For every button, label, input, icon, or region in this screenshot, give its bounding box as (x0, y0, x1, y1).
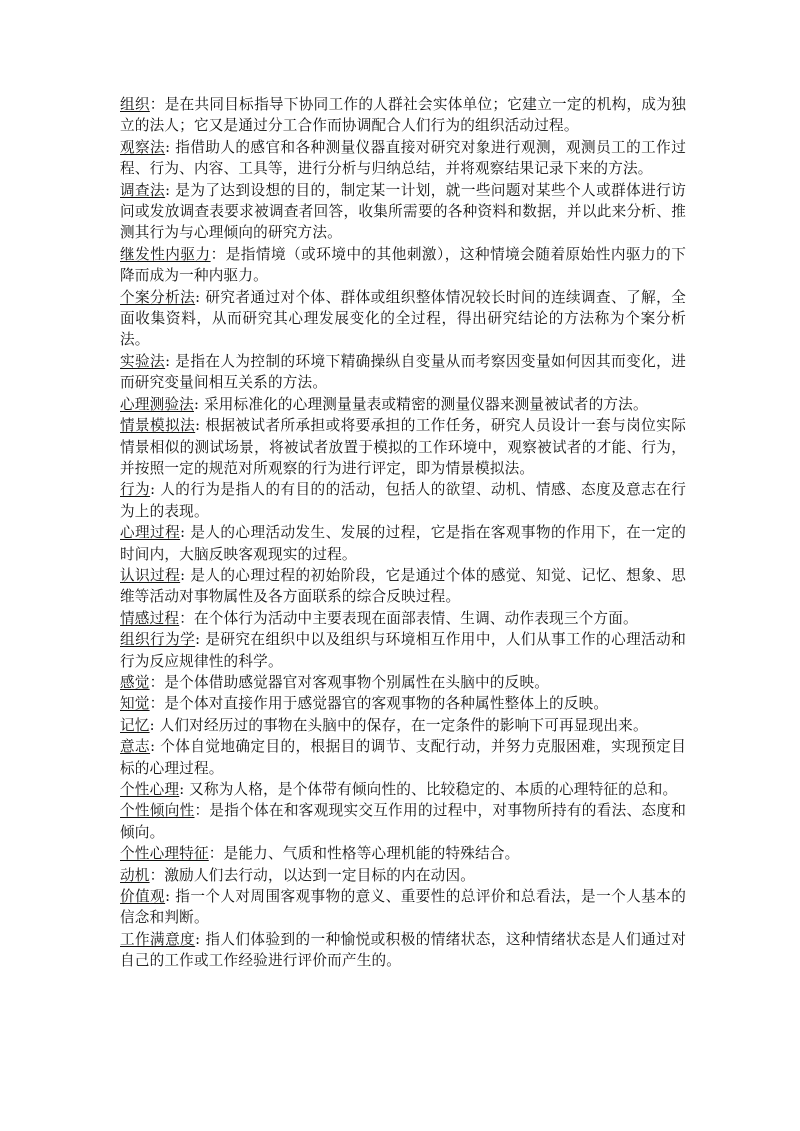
separator: : (180, 524, 191, 542)
term: 个案分析法 (120, 288, 196, 306)
entry-memory (120, 715, 686, 736)
term: 认识过程 (120, 566, 181, 584)
definition: 是能力、气质和性格等心理机能的特殊结合。 (223, 845, 520, 863)
separator: : (179, 781, 190, 798)
definition: 人们对经历过的事物在头脑中的保存，在一定条件的影响下可再显现出来。 (159, 716, 648, 734)
entry-experiment-method (120, 351, 686, 394)
separator: : (195, 631, 206, 649)
term: 个性心理特征 (120, 845, 209, 863)
separator: ： (149, 96, 165, 113)
entry-motivation (120, 865, 686, 886)
entry-scenario-simulation (120, 415, 686, 479)
term: 情感过程 (120, 609, 180, 627)
entry-organizational-behavior (120, 629, 686, 672)
term: 价值观 (120, 888, 166, 906)
separator: : (150, 481, 161, 499)
term: 心理过程 (120, 524, 181, 542)
term: 个性倾向性 (120, 802, 195, 820)
definition: 是指在人为控制的环境下精确操纵自变量从而考察因变量如何因其而变化，进而研究变量间相互关系的方法。 (120, 352, 686, 392)
entry-secondary-drive (120, 244, 686, 287)
separator: ： (149, 695, 165, 713)
separator: : (165, 138, 176, 156)
entry-emotional-process (120, 608, 686, 629)
definition: 是人的心理过程的初始阶段，它是通过个体的感觉、知觉、记忆、想象、思维等活动对事物属性及各方面联系的综合反映过程。 (120, 566, 686, 606)
definition: 采用标准化的心理测量量表或精密的测量仪器来测量被试者的方法。 (203, 395, 648, 413)
definition: 是在共同目标指导下协同工作的人群社会实体单位；它建立一定的机构，成为独立的法人；它又是通过分工合作而协调配合人们行为的组织活动过程。 (120, 96, 686, 135)
entry-job-satisfaction (120, 929, 686, 972)
term: 记忆 (120, 716, 150, 734)
definition: 激励人们去行动，以达到一定目标的内在动因。 (164, 866, 476, 884)
separator: : (165, 888, 176, 906)
term: 组织行为学 (120, 631, 196, 649)
entry-psychological-test (120, 394, 686, 415)
entry-organization (120, 94, 686, 137)
term: 心理测验法 (120, 395, 194, 413)
definition: 根据被试者所承担或将要承担的工作任务，研究人员设计一套与岗位实际情景相似的测试场景，将被试者放置于模拟的工作环境中，观察被试者的才能、行为，并按照一定的规范对所观察的行为进行评定，即为情景模拟法。 (120, 417, 686, 477)
separator: ： (194, 802, 210, 820)
entry-personality-traits (120, 843, 686, 864)
entry-survey-method (120, 180, 686, 244)
entry-cognitive-process (120, 565, 686, 608)
term: 观察法 (120, 138, 166, 156)
entry-behavior (120, 479, 686, 522)
separator: : (165, 181, 176, 199)
term: 工作满意度 (120, 930, 196, 948)
definition: 指借助人的感官和各种测量仪器直接对研究对象进行观测，观测员工的工作过程、行为、内容、工具等，进行分析与归纳总结，并将观察结果记录下来的方法。 (120, 138, 686, 178)
definition: 是个体对直接作用于感觉器官的客观事物的各种属性整体上的反映。 (164, 695, 609, 713)
definition: 指人们体验到的一种愉悦或积极的情绪状态，这种情绪状态是人们通过对自己的工作或工作经验进行评价而产生的。 (120, 930, 686, 970)
entry-sensation (120, 672, 686, 693)
entry-personality-tendency (120, 800, 686, 843)
definition: 是指情境（或环境中的其他刺激），这种情境会随着原始性内驱力的下降而成为一种内驱力。 (120, 245, 687, 285)
entry-observation-method (120, 137, 686, 180)
term: 组织 (120, 96, 150, 113)
entry-mental-process (120, 522, 686, 565)
definition: 个体自觉地确定目的，根据目的调节、支配行动，并努力克服困难，实现预定目标的心理过程。 (120, 738, 686, 777)
entry-perception (120, 693, 686, 714)
term: 感觉 (120, 673, 150, 691)
term: 情景模拟法 (120, 417, 196, 435)
definition: 是为了达到设想的目的，制定某一计划，就一些问题对某些个人或群体进行访问或发放调查表要求被调查者回答，收集所需要的各种资料和数据，并以此来分析、推测其行为与心理倾向的研究方法。 (120, 181, 686, 242)
definition: 指一个人对周围客观事物的意义、重要性的总评价和总看法，是一个人基本的信念和判断。 (120, 888, 686, 927)
separator: : (165, 352, 176, 370)
term: 动机 (120, 866, 150, 884)
separator: ： (149, 673, 165, 691)
term: 继发性内驱力 (120, 245, 211, 263)
separator: : (195, 417, 206, 435)
term: 个性心理 (120, 781, 180, 798)
definition: 是指个体在和客观现实交互作用的过程中，对事物所持有的看法、态度和倾向。 (120, 802, 686, 841)
separator: : (149, 716, 160, 734)
separator: : (150, 738, 161, 756)
separator: ： (149, 866, 165, 884)
definition: 是人的心理活动发生、发展的过程，它是指在客观事物的作用下，在一定的时间内，大脑反映客观现实的过程。 (120, 524, 686, 563)
term: 实验法 (120, 352, 166, 370)
definition: 人的行为是指人的有目的的活动，包括人的欲望、动机、情感、态度及意志在行为上的表现。 (120, 481, 686, 520)
separator: ： (179, 609, 194, 627)
term: 意志 (120, 738, 151, 756)
glossary-document (120, 94, 686, 972)
entry-will (120, 736, 686, 779)
entry-values (120, 886, 686, 929)
separator: : (193, 395, 204, 413)
separator: : (180, 566, 191, 584)
entry-case-analysis (120, 287, 686, 351)
separator: ： (208, 845, 224, 863)
definition: 又称为人格，是个体带有倾向性的、比较稳定的、本质的心理特征的总和。 (189, 781, 678, 798)
definition: 在个体行为活动中主要表现在面部表情、生调、动作表现三个方面。 (193, 609, 638, 627)
entry-personality-psychology (120, 779, 686, 800)
definition: 是个体借助感觉器官对客观事物个别属性在头脑中的反映。 (164, 673, 550, 691)
separator: : (195, 288, 206, 306)
separator: : (195, 930, 206, 948)
term: 行为 (120, 481, 151, 499)
definition: 研究者通过对个体、群体或组织整体情况较长时间的连续调查、了解，全面收集资料，从而研究其心理发展变化的全过程，得出研究结论的方法称为个案分析法。 (120, 288, 686, 349)
term: 调查法 (120, 181, 166, 199)
term: 知觉 (120, 695, 150, 713)
separator: ： (210, 245, 226, 263)
definition: 是研究在组织中以及组织与环境相互作用中，人们从事工作的心理活动和行为反应规律性的科学。 (120, 631, 686, 670)
